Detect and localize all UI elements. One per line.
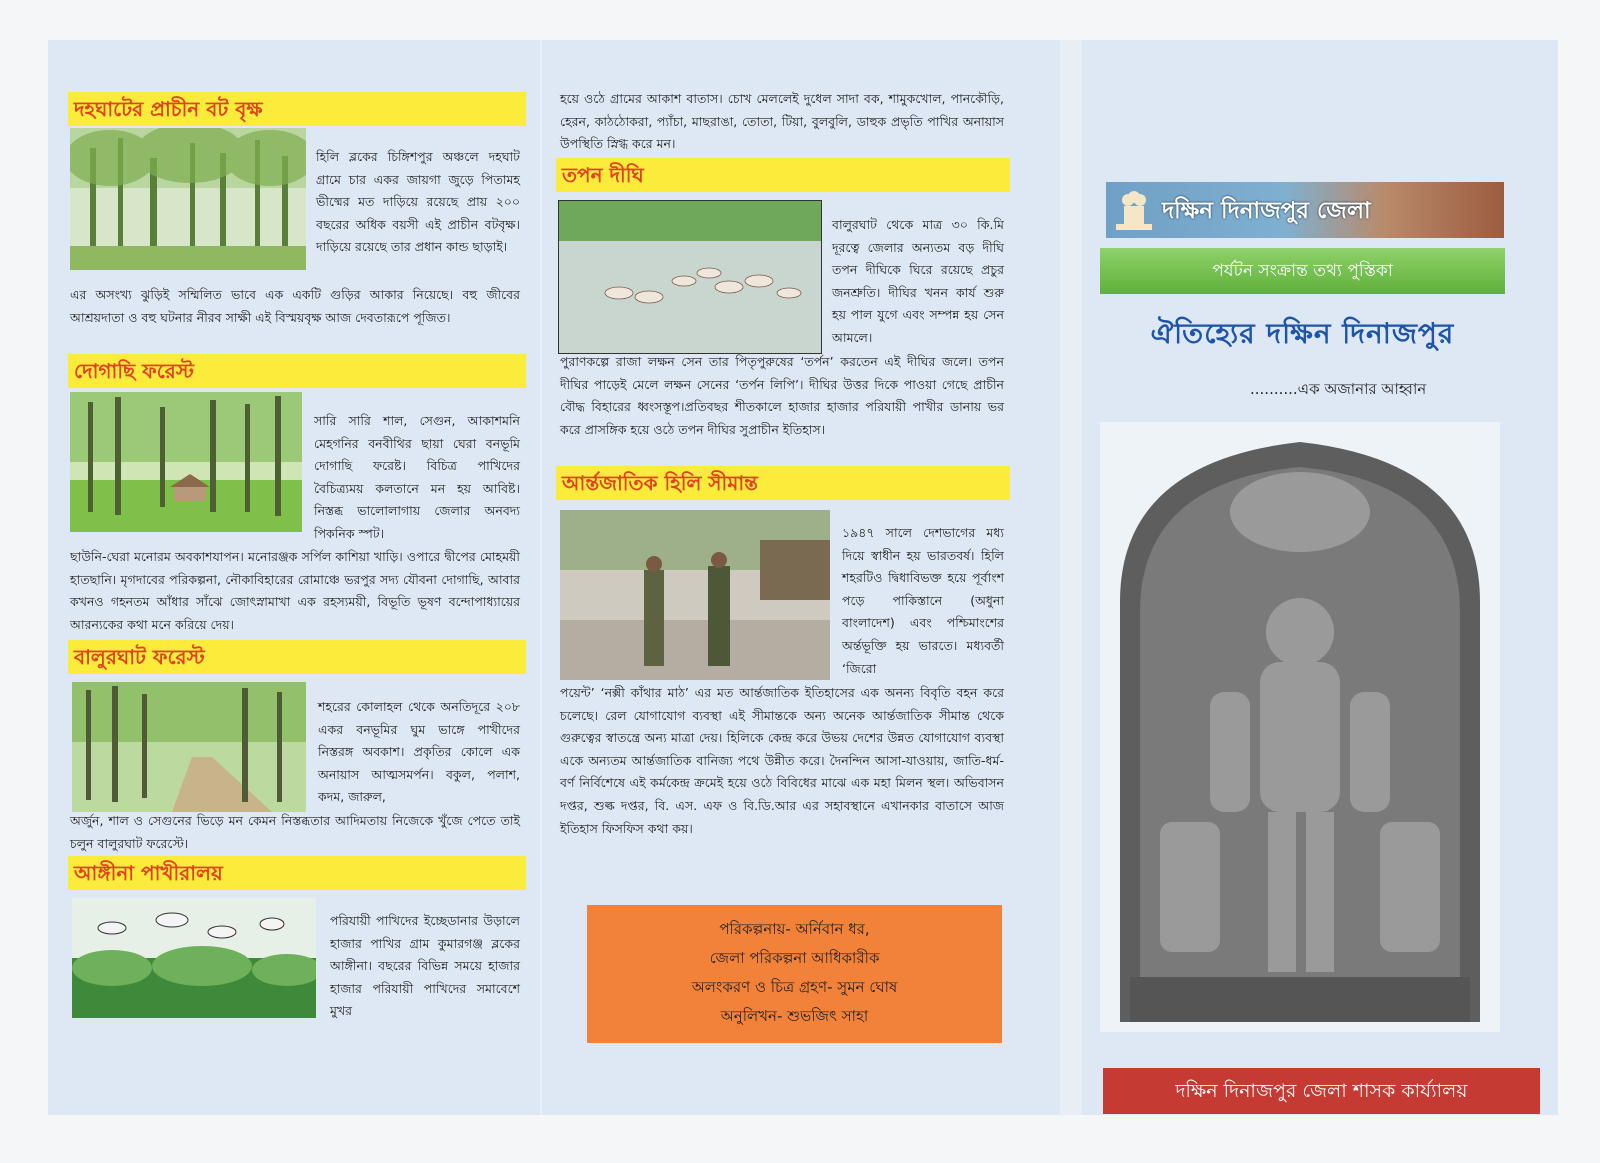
angina-side-text: পরিযায়ী পাখিদের ইচ্ছেডানার উড়ালে হাজার পাখির গ্রাম কুমারগঞ্জ ব্লকের আঙ্গীনা। বছরের বিভিন্ন সময়ে হাজার হাজার পরিযায়ী পাখিদের সমাবেশে মুখর [330, 913, 520, 1019]
dogachhi-photo [70, 392, 302, 532]
tapan-dighi-full-text: পুরাণকল্পে রাজা লক্ষন সেন তার পিতৃপুরুষের ‘তর্পন’ করতেন এই দীঘির জলে। তপন দীঘির পাড়েই মেলে লক্ষন সেনের ‘তর্পন লিপি’। দীঘির উত্তর দিকে পাওয়া গেছে প্রাচীন বৌদ্ধ বিহারের ধ্বংসস্তূপ।প্রতিবছর শীতকালে হাজার হাজার পরিযায়ী পাখীর ডানায় ভর করে প্রাসঙ্গিক হয়ে ওঠে তপন দীঘির সুপ্রাচীন ইতিহাস। [560, 354, 1004, 437]
dogachhi-side-text: সারি সারি শাল, সেগুন, আকাশমনি মেহগনির বনবীথির ছায়া ঘেরা বনভূমি দোগাছি ফরেষ্ট। বিচিত্র পাখিদের বৈচিত্র্যময় কলতানে মন হয় আবিষ্ট। নিস্তব্ধ ভালোলাগায় জেলার অনবদ্য পিকনিক স্পট। [314, 413, 520, 541]
heading-tapan-dighi: তপন দীঘি [556, 158, 1010, 192]
hili-border-side-text: ১৯৪৭ সালে দেশভাগের মধ্য দিয়ে স্বাধীন হয় ভারতবর্ষ। হিলি শহরটিও দ্বিধাবিভক্ত হয়ে পূর্বাংশ পড়ে পাকিস্তানে (অধুনা বাংলাদেশ) এবং পশ্চিমাংশের অর্ন্তভূক্তি হয় ভারতে। মধ্যবর্তী ‘জিরো [842, 525, 1004, 676]
hili-border-photo [560, 510, 830, 680]
main-title: ঐতিহ্যের দক্ষিন দিনাজপুর [1150, 317, 1455, 350]
footer-office-bar: দক্ষিন দিনাজপুর জেলা শাসক কার্য্যালয় [1103, 1068, 1540, 1114]
fold-line [1060, 40, 1082, 1115]
credit-line: জেলা পরিকল্পনা আধিকারীক [709, 949, 880, 967]
angina-birds-photo [72, 898, 316, 1018]
tapan-dighi-side-text: বালুরঘাট থেকে মাত্র ৩০ কি.মি দূরত্বে জেলার অন্যতম বড় দীঘি তপন দীঘিকে ঘিরে রয়েছে প্রচুর জনশ্রুতি। দীঘির খনন কার্য শুরু হয় পাল যুগে এবং সম্পন্ন হয় সেন আমলে। [832, 217, 1004, 345]
heading-banyan: দহঘাটের প্রাচীন বট বৃক্ষ [68, 92, 526, 126]
balurghat-forest-full-text: অর্জুন, শাল ও সেগুনের ভিড়ে মন কেমন নিস্তব্ধতার আদিমতায় নিজেকে খুঁজে পেতে তাই চলুন বালুরঘাট ফরেস্টে। [70, 813, 520, 851]
balurghat-forest-side-text: শহরের কোলাহল থেকে অনতিদূরে ২০৮ একর বনভূমির ঘুম ভাঙ্গে পাখীদের নিস্তরঙ্গ অবকাশ। প্রকৃতির কোলে এক অনায়াস আত্মসমর্পন। বকুল, পলাশ, কদম, জারুল, [318, 699, 520, 805]
heading-hili-border: আর্ন্তজাতিক হিলি সীমান্ত [556, 466, 1010, 500]
credit-line: অলংকরণ ও চিত্র গ্রহণ- সুমন ঘোষ [691, 978, 898, 996]
tagline: ..........এক অজানার আহ্বান [1250, 380, 1427, 398]
credit-line: পরিকল্পনায়- অর্নিবান ধর, [719, 920, 870, 938]
district-banner [1106, 182, 1504, 238]
subtitle-bar: পর্যটন সংক্রান্ত তথ্য পুস্তিকা [1100, 248, 1505, 294]
dogachhi-full-text: ছাউনি-ঘেরা মনোরম অবকাশযাপন। মনোরঞ্জক সর্পিল কাশিয়া খাড়ি। ওপারে দ্বীপের মোহময়ী হাতছানি। মৃগদাবের পরিকল্পনা, নৌকাবিহারের রোমাঞ্চে ভরপুর সদ্য যৌবনা দোগাছি, আবার কখনও গহনতম আঁধার সাঁঝে জোৎস্নামাখা এক রহস্যময়ী, বিভূতি ভূষণ বন্দোপাধ্যায়ের আরন্যকের কথা মনে করিয়ে দেয়। [70, 549, 520, 632]
credits-box [587, 905, 1002, 1043]
banyan-photo [70, 128, 306, 270]
heading-angina: আঙ্গীনা পাখীরালয় [68, 856, 526, 890]
banyan-full-text: এর অসংখ্য ঝুড়িই সম্মিলিত ভাবে এক একটি গুড়ির আকার নিয়েছে। বহু জীবের আশ্রয়দাতা ও বহু ঘটনার নীরব সাক্ষী এই বিস্ময়বৃক্ষ আজ দেবতারূপে পূজিত। [70, 287, 520, 325]
banner-title: দক্ষিন দিনাজপুর জেলা [1162, 198, 1371, 224]
balurghat-forest-photo [72, 682, 306, 812]
hili-border-full-text: পয়েন্ট’ ‘নক্সী কাঁথার মাঠ’ এর মত আর্ন্তজাতিক ইতিহাসের এক অনন্য বিবৃতি বহন করে চলেছে। রেল যোগাযোগ ব্যবস্থা এই সীমান্তকে অন্য অনেক আর্ন্তজাতিক সীমান্ত থেকে গুরুত্বের স্বাতন্ত্রে অন্য মাত্রা দেয়। হিলিকে কেন্দ্র করে উভয় দেশের উন্নত যোগাযোগ ব্যবস্থা একে অন্যতম আর্ন্তজাতিক বানিজ্য পথে উন্নীত করে। দৈনন্দিন আসা-যাওয়ায়, জাতি-ধর্ম-বর্ণ নির্বিশেষে এই কর্মকেন্দ্র ক্রমেই হয়ে ওঠে বিবিধের মাঝে এক মহা মিলন স্থল। অভিবাসন দপ্তর, শুল্ক দপ্তর, বি. এস. এফ ও বি.ডি.আর এর সহাবস্থানে এখানকার বাতাসে আজ ইতিহাস ফিসফিস কথা কয়। [560, 685, 1004, 836]
credit-line: অনুলিখন- শুভজিৎ সাহা [720, 1007, 869, 1025]
fold-line [540, 40, 542, 1115]
angina-continued-text: হয়ে ওঠে গ্রামের আকাশ বাতাস। চোখ মেললেই দুধেল সাদা বক, শামুকখোল, পানকৌড়ি, হেরন, কাঠঠোকরা, প্যাঁচা, মাছরাঙা, তোতা, টিয়া, বুলবুলি, ডাহুক প্রভৃতি পাখির অনায়াস উপস্থিতি স্নিগ্ধ করে মন। [560, 91, 1004, 152]
statue-image [1100, 422, 1500, 1032]
national-emblem-icon [1114, 188, 1154, 232]
heading-dogachhi: দোগাছি ফরেস্ট [68, 354, 526, 388]
banyan-side-text: হিলি ব্লকের চিঙ্গিশপুর অঞ্চলে দহঘাট গ্রামে চার একর জায়গা জুড়ে পিতামহ ভীষ্মের মত দাড়িয়ে রয়েছে প্রায় ২০০ বছরের অধিক বয়সী এই প্রাচীন বটবৃক্ষ। দাড়িয়ে রয়েছে তার প্রধান কান্ড ছাড়াই। [316, 149, 520, 255]
heading-balurghat-forest: বালুরঘাট ফরেস্ট [68, 640, 526, 674]
tapan-dighi-photo [558, 200, 822, 354]
